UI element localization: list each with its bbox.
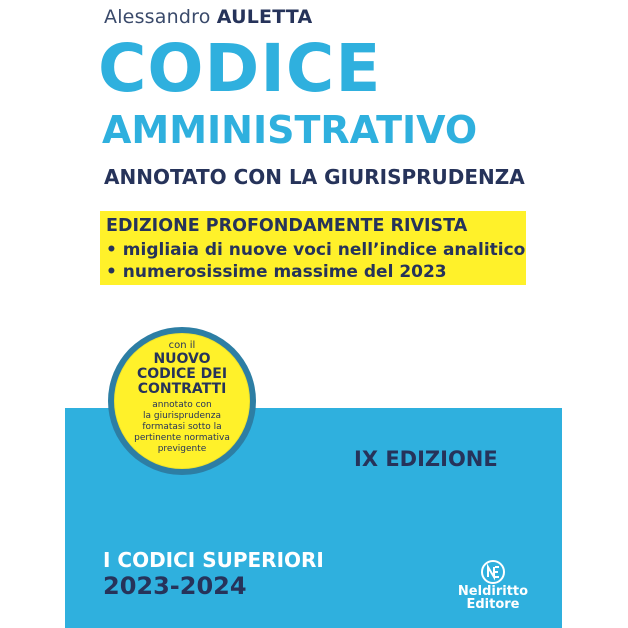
title-line-2: AMMINISTRATIVO (102, 108, 478, 152)
contracts-badge (108, 327, 256, 475)
author-surname: AULETTA (216, 6, 313, 28)
highlight-heading: EDIZIONE PROFONDAMENTE RIVISTA (106, 216, 468, 236)
publisher-logo (453, 560, 543, 620)
publisher-suffix: Editore (466, 597, 520, 612)
series-name: I CODICI SUPERIORI (103, 548, 324, 572)
badge-detail-5: previgente (157, 444, 207, 454)
title-line-1: CODICE (98, 30, 382, 107)
badge-title-3: CONTRATTI (137, 381, 227, 397)
author (104, 6, 312, 28)
badge-inner (114, 333, 250, 469)
highlight-bullet-1: • migliaia di nuove voci nell’indice analitico (106, 240, 526, 260)
highlight-bullet-2: • numerosissime massime del 2023 (106, 262, 447, 282)
badge-detail-2: la giurisprudenza (143, 411, 221, 421)
subtitle: ANNOTATO CON LA GIURISPRUDENZA (104, 165, 525, 189)
publisher-name: Neldiritto (457, 584, 529, 599)
badge-detail-1: annotato con (152, 400, 212, 410)
publisher-mark-icon (481, 560, 505, 584)
series-years: 2023-2024 (103, 572, 247, 600)
badge-intro: con il (168, 340, 196, 351)
badge-detail-4: pertinente normativa (134, 433, 230, 443)
badge-title-1: NUOVO (153, 351, 211, 367)
highlight-box (100, 211, 526, 285)
badge-detail-3: formatasi sotto la (142, 422, 222, 432)
edition-label: IX EDIZIONE (354, 447, 498, 471)
badge-title-2: CODICE DEI (136, 366, 228, 382)
author-first-name: Alessandro (104, 6, 211, 28)
